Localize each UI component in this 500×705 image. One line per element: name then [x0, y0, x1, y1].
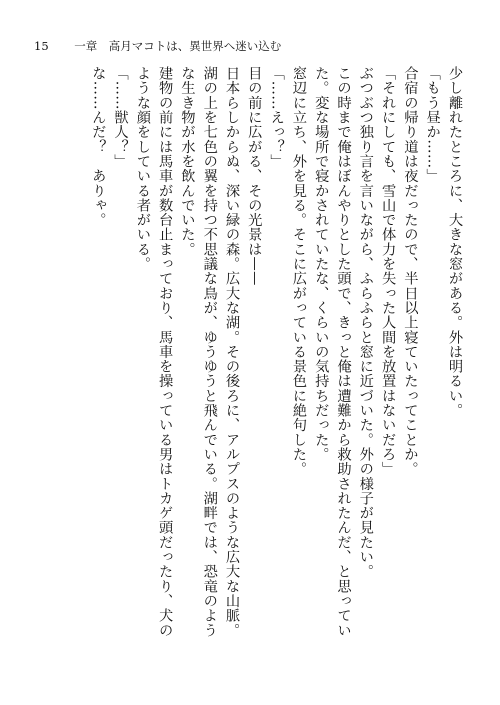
running-header — [34, 38, 281, 54]
text-line: 「それにしても、雪山で体力を失った人間を放置はないだろ」 — [380, 66, 397, 477]
text-line: 「……えっ？」 — [268, 66, 285, 169]
text-line: ぶつぶつ独り言を言いながら、ふらふらと窓に近づいた。外の様子が見たい。 — [357, 66, 374, 579]
text-line: な……んだ？ ありゃ。 — [90, 66, 107, 228]
vertical-text-body — [34, 66, 466, 678]
text-line: 「……獣人？」 — [112, 66, 129, 169]
text-line: 建物の前には馬車が数台止まっており、馬車を操っている男はトカゲ頭だったり、犬の — [157, 66, 174, 638]
text-line: 少し離れたところに、大きな窓がある。外は明るい。 — [447, 66, 463, 418]
text-line: 「もう昼か……」 — [424, 66, 441, 184]
text-line: 目の前に広がる、その光景は—— — [246, 66, 263, 286]
text-line: た。変な場所で寝かされていたな、くらいの気持ちだった。 — [313, 66, 330, 462]
text-line: 日本らしからぬ、深い緑の森。広大な湖。その後ろに、アルプスのような広大な山脈。 — [224, 66, 241, 638]
text-line: ような顔をしている者がいる。 — [134, 66, 151, 272]
page-number: 15 — [34, 39, 49, 53]
chapter-title: 一章 高月マコトは、異世界へ迷い込む — [74, 39, 282, 53]
text-line: この時まで俺はぼんやりとした頭で、きっと俺は遭難から救助されたんだ、と思ってい — [335, 66, 352, 638]
text-line: な生き物が水を飲んでいた。 — [179, 66, 196, 257]
text-line: 合宿の帰り道は夜だったので、半日以上寝ていたってことか。 — [402, 66, 419, 477]
text-line: 窓辺に立ち、外を見る。そこに広がっている景色に絶句した。 — [290, 66, 307, 477]
text-line: 湖の上を七色の翼を持つ不思議な鳥が、ゆうゆうと飛んでいる。湖畔では、恐竜のよう — [201, 66, 218, 638]
